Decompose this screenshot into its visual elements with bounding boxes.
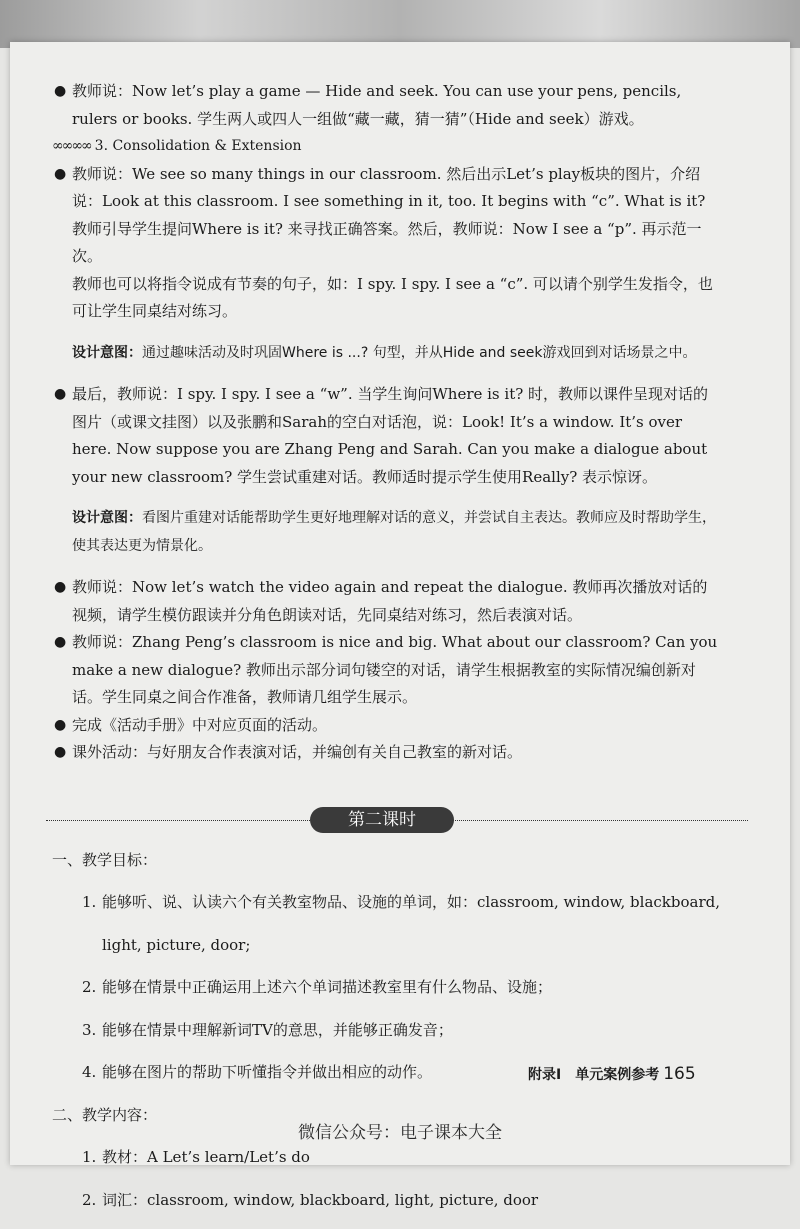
bullet-icon: ● <box>54 165 67 182</box>
item-text: 课外活动：与好朋友合作表演对话，并编创有关自己教室的新对话。 <box>72 743 523 761</box>
goal-text: 能够在情景中正确运用上述六个单词描述教室里有什么物品、设施； <box>102 978 553 996</box>
list-item-continuation <box>52 271 722 326</box>
note-text: 通过趣味活动及时巩固Where is ...? 句型，并从Hide and seek游戏回到对话场景之中。 <box>142 344 697 361</box>
item-text: 最后，教师说：I spy. I spy. I see a “w”. 当学生询问Where is it? 时，教师以课件呈现对话的图片（或课文挂图）以及张鹏和Sarah的空白对话泡，说：Look! It’s a window. It’s over here. Now suppose you are Zhang Peng and Sarah. Can you make a dialogue about your new classroom? 学生尝试重建对话。教师适时提示学生使用Really? 表示惊讶。 <box>72 385 709 486</box>
bullet-icon: ● <box>54 83 67 99</box>
lesson-badge: 第二课时 <box>310 807 454 833</box>
bullet-icon: ● <box>54 579 67 595</box>
list-item <box>52 712 722 740</box>
goal-number: 3. <box>82 1020 97 1039</box>
list-item <box>52 381 722 491</box>
bullet-icon: ● <box>54 744 67 760</box>
item-text: 教师说：Now let’s watch the video again and repeat the dialogue. 教师再次播放对话的视频，请学生模仿跟读并分角色朗读对话，先同桌结对练习，然后表演对话。 <box>72 578 708 624</box>
note-label: 设计意图： <box>72 344 142 361</box>
top-scan-band <box>0 0 800 48</box>
section-heading <box>52 133 722 161</box>
goal-text: light, picture, door; <box>102 935 251 954</box>
goal-number: 2. <box>82 978 97 996</box>
watermark-text: 微信公众号：电子课本大全 <box>298 1123 502 1143</box>
item-text: 完成《活动手册》中对应页面的活动。 <box>72 715 328 734</box>
bullet-icon: ● <box>54 386 67 402</box>
content-heading: 二、教学内容： <box>52 1105 158 1124</box>
goal-item-continuation <box>52 932 722 960</box>
section-title: 3. Consolidation & Extension <box>94 138 302 154</box>
goal-text: 能够在图片的帮助下听懂指令并做出相应的动作。 <box>102 1063 433 1081</box>
design-intent-note <box>52 340 722 368</box>
page-number: 165 <box>663 1064 696 1084</box>
item-text: 教师说：Zhang Peng’s classroom is nice and big. What about our classroom? Can you make a new dialogue? 教师出示部分词句镂空的对话，请学生根据教室的实际情况编创新对话。学生同桌之间合作准备，教师请几组学生展示。 <box>72 633 718 706</box>
goal-number: 4. <box>82 1063 97 1081</box>
item-text: 教师也可以将指令说成有节奏的句子，如：I spy. I spy. I see a “c”. 可以请个别学生发指令，也可让学生同桌结对练习。 <box>72 274 713 320</box>
list-item <box>52 739 722 767</box>
note-label: 设计意图： <box>72 510 142 526</box>
goals-heading: 一、教学目标： <box>52 850 158 869</box>
page-footer <box>528 1064 696 1084</box>
bullet-icon: ● <box>54 716 67 733</box>
footer-label: 附录I 单元案例参考 <box>528 1067 660 1083</box>
goal-number: 1. <box>82 893 97 911</box>
content-number: 1. <box>82 1148 97 1166</box>
item-text: 教师说：Now let’s play a game — Hide and seek. You can use your pens, pencils, rulers or books. 学生两人或四人一组做“藏一藏，猜一猜”（Hide and seek）游戏。 <box>72 82 682 128</box>
goal-text: 能够在情景中理解新词TV的意思，并能够正确发音； <box>102 1020 453 1039</box>
content-number: 2. <box>82 1190 97 1209</box>
lesson-divider <box>52 807 722 833</box>
goal-item <box>52 974 722 1002</box>
goal-item <box>52 889 722 917</box>
item-text: 教师说：We see so many things in our classroom. 然后出示Let’s play板块的图片，介绍说：Look at this classroom. I see something in it, too. It begins with “c”. What is it? 教师引导学生提问Where is it? 来寻找正确答案。然后，教师说：Now I see a “p”. 再示范一次。 <box>72 164 706 265</box>
list-item <box>52 161 722 271</box>
wave-ornament-icon: ∞∞∞∞ <box>52 138 91 154</box>
content-text: 词汇：classroom, window, blackboard, light, picture, door <box>102 1190 539 1209</box>
list-item <box>52 629 722 712</box>
goal-text: 能够听、说、认读六个有关教室物品、设施的单词，如：classroom, window, blackboard, <box>102 893 721 911</box>
content-item <box>52 1144 722 1172</box>
page-content <box>52 78 722 1229</box>
content-text: 教材：A Let’s learn/Let’s do <box>102 1148 310 1166</box>
goal-item <box>52 1017 722 1045</box>
bullet-icon: ● <box>54 634 67 650</box>
design-intent-note <box>52 505 722 560</box>
note-text: 看图片重建对话能帮助学生更好地理解对话的意义，并尝试自主表达。教师应及时帮助学生，使其表达更为情景化。 <box>72 510 716 554</box>
list-item <box>52 78 722 133</box>
list-item <box>52 574 722 629</box>
content-item <box>52 1187 722 1215</box>
